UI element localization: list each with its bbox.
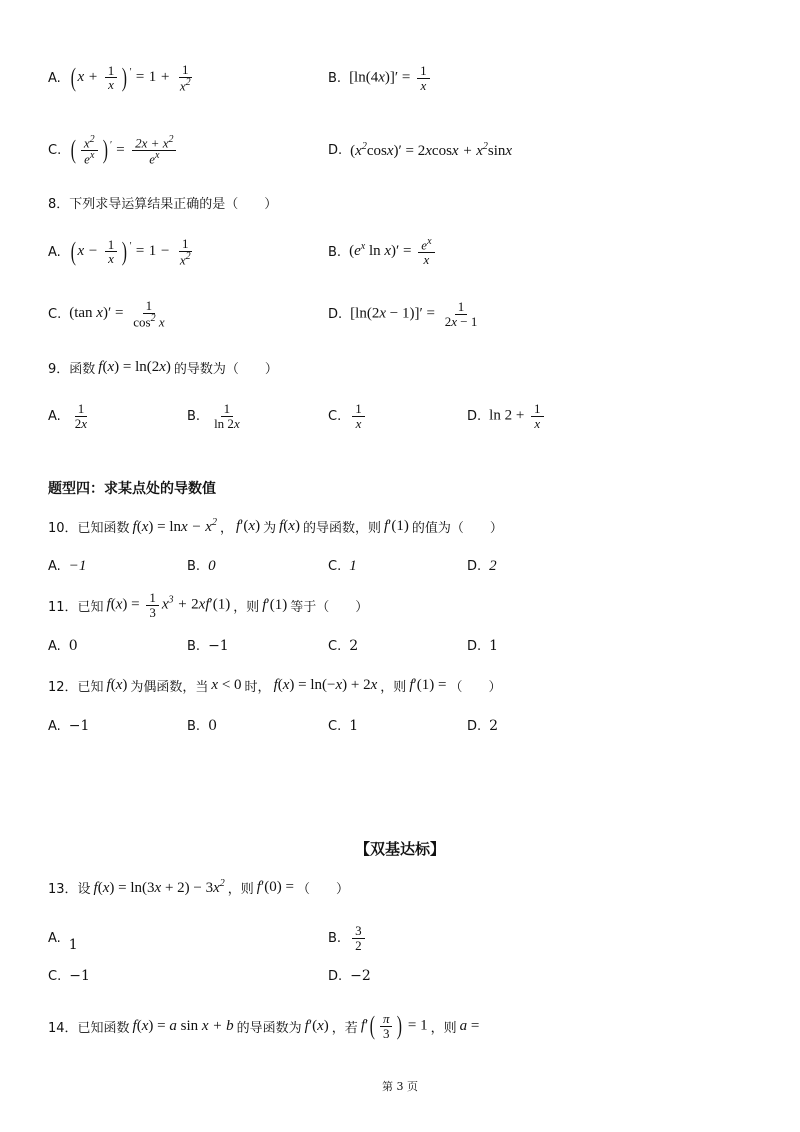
q13-text-3: （ ） <box>296 881 349 897</box>
q8-stem-text: 8．下列求导运算结果正确的是（ ） <box>48 196 278 212</box>
q12-option-c-value: 1 <box>349 718 359 734</box>
page-number: 第 3 页 <box>382 1080 418 1093</box>
q7-options-row-1 <box>48 56 752 100</box>
q8-option-d-formula: [ln(2x − 1)]′ = $\frac{1}{2x - 1}$ <box>350 298 478 329</box>
q10-option-d <box>467 544 497 588</box>
q10-text-5: 的值为（ ） <box>411 520 503 536</box>
q10-text-3: 为 <box>263 520 277 536</box>
q8-options-row-2 <box>48 292 752 336</box>
q11-option-c <box>328 624 358 668</box>
q13-text-1: 13．设 <box>48 881 91 897</box>
q9-option-c <box>328 394 368 438</box>
q13-stem <box>48 872 752 902</box>
q8-option-b-formula: ($e^x$ ln x)′ = $\frac{e^x}{x}$ <box>349 237 437 267</box>
option-label: C. <box>48 142 62 158</box>
q10-text-1: 10．已知函数 <box>48 520 130 536</box>
q10-option-b <box>187 544 216 588</box>
q10-stem <box>48 512 752 540</box>
q12-text-4: ，则 <box>380 679 407 695</box>
q11-text-2: ，则 <box>233 599 260 615</box>
q8-option-a-formula: ( x − $\frac{1}{x}$ ) ′ = 1 − $\frac{1}{x^2}$ <box>70 236 191 268</box>
q9-option-d-formula: ln 2 + $\frac{1}{x}$ <box>489 402 546 430</box>
q12-option-c <box>328 704 358 748</box>
option-label: D. <box>467 558 482 574</box>
q13-option-c-value: −1 <box>69 968 90 984</box>
q7-option-c-formula: ( $\frac{x^2}{e^x}$ ) ′ = $\frac{2x + x^2}{e^x}$ <box>69 135 179 166</box>
q12-option-d-value: 2 <box>489 718 499 734</box>
q8-option-c-formula: (tan x)′ = $\frac{1}{\cos^2 x}$ <box>69 298 165 330</box>
q10-option-c-value: 1 <box>349 557 357 574</box>
q7-option-d <box>328 128 512 172</box>
q11-stem <box>48 588 752 622</box>
q11-option-a <box>48 624 78 668</box>
option-label: A. <box>48 558 61 574</box>
q7-option-b-formula: [ln(4x)]′ = $\frac{1}{x}$ <box>349 64 433 92</box>
q12-text-1: 12．已知 <box>48 679 104 695</box>
q14-answer-blank: a = <box>459 1017 480 1034</box>
q12-option-d <box>467 704 498 748</box>
q9-option-a <box>48 394 93 438</box>
q12-option-b <box>187 704 217 748</box>
option-label: C. <box>328 718 342 734</box>
option-label: D. <box>467 718 482 734</box>
q12-option-b-value: 0 <box>208 718 217 734</box>
q13-option-a-value: 1 <box>68 937 78 953</box>
q10-text-4: 的导函数，则 <box>302 520 381 536</box>
q7-options-row-2 <box>48 128 752 172</box>
option-label: D. <box>328 142 343 158</box>
q14-text-4: ，则 <box>430 1020 457 1036</box>
option-label: D. <box>467 408 482 424</box>
q14-condition: f′( $\frac{\pi}{3}$ ) = 1 <box>360 1010 428 1041</box>
q11-option-d <box>467 624 498 668</box>
q13-option-b-formula: $\frac{3}{2}$ <box>349 924 368 952</box>
q11-text-3: 等于（ ） <box>290 599 369 615</box>
q10-option-b-value: 0 <box>208 557 216 574</box>
q14-stem <box>48 1006 752 1046</box>
option-label: C. <box>328 558 342 574</box>
option-label: A. <box>48 930 61 946</box>
q10-options-row <box>48 544 752 588</box>
option-label: B. <box>187 718 201 734</box>
q12-condition: x < 0 <box>211 676 242 693</box>
q13-derivative-at-0: f′(0) = <box>256 878 294 895</box>
q11-option-c-value: 2 <box>349 638 359 654</box>
q12-text-3: 时， <box>244 679 271 695</box>
q10-option-a <box>48 544 86 588</box>
q8-stem <box>48 192 752 212</box>
q14-derivative: f′(x) <box>304 1017 329 1034</box>
option-label: D. <box>328 968 343 984</box>
q12-function: f(x) <box>106 676 128 693</box>
option-label: B. <box>328 70 342 86</box>
option-label: A. <box>48 408 61 424</box>
q9-option-d <box>467 394 547 438</box>
q12-text-5: （ ） <box>449 679 502 695</box>
option-label: A. <box>48 70 61 86</box>
q11-derivative-at-1: f′(1) <box>262 596 288 613</box>
q10-function: $f(x) = \ln x - x^2$ <box>132 516 217 535</box>
q14-text-2: 的导函数为 <box>236 1020 302 1036</box>
option-label: A. <box>48 638 61 654</box>
q10-option-d-value: 2 <box>489 557 497 574</box>
q12-derivative-at-1: f′(1) = <box>409 676 447 693</box>
q11-option-b <box>187 624 229 668</box>
q9-stem-suffix: 的导数为（ ） <box>173 361 278 377</box>
q8-option-a <box>48 230 197 274</box>
q7-option-a-formula: ( x + $\frac{1}{x}$ ) ′ = 1 + $\frac{1}{x^2}$ <box>70 62 191 94</box>
q10-option-c <box>328 544 357 588</box>
q7-option-c <box>48 128 179 172</box>
option-label: B. <box>187 408 201 424</box>
option-label: D. <box>467 638 482 654</box>
q14-text-1: 14．已知函数 <box>48 1020 130 1036</box>
q9-option-c-formula: $\frac{1}{x}$ <box>349 402 368 430</box>
q11-options-row <box>48 624 752 668</box>
option-label: C. <box>48 306 62 322</box>
option-label: D. <box>328 306 343 322</box>
option-label: B. <box>328 930 342 946</box>
q8-options-row-1 <box>48 230 752 274</box>
q13-options-row-2 <box>48 954 752 998</box>
q9-function: f(x) = ln(2x) <box>98 358 171 375</box>
q11-option-d-value: 1 <box>489 638 499 654</box>
q11-text-1: 11．已知 <box>48 599 104 615</box>
q11-option-a-value: 0 <box>68 638 78 654</box>
q9-stem-prefix: 9．函数 <box>48 361 96 377</box>
q14-function: f(x) = a sin x + b <box>132 1017 234 1034</box>
option-label: A. <box>48 718 61 734</box>
q9-options-row <box>48 394 752 438</box>
q10-derivative: f′(x) <box>235 517 261 534</box>
q8-option-d <box>328 292 483 336</box>
q13-text-2: ，则 <box>227 881 254 897</box>
q10-function-ref: f(x) <box>279 517 300 534</box>
q12-stem <box>48 670 752 700</box>
section-heading-type4: 题型四：求某点处的导数值 <box>48 481 216 497</box>
q9-option-b <box>187 394 246 438</box>
option-label: C. <box>48 968 62 984</box>
q9-option-a-formula: $\frac{1}{2x}$ <box>74 400 88 431</box>
option-label: C. <box>328 638 342 654</box>
q14-text-3: ，若 <box>331 1020 358 1036</box>
q12-option-a <box>48 704 89 748</box>
q13-option-d-value: −2 <box>350 968 371 984</box>
q7-option-a <box>48 56 197 100</box>
q9-stem <box>48 352 752 382</box>
q10-derivative-at-1: f′(1) <box>383 517 409 534</box>
q13-option-c <box>48 954 90 998</box>
q12-function-def: f(x) = ln(−x) + 2x <box>273 676 378 693</box>
q13-option-d <box>328 954 371 998</box>
q11-option-b-value: −1 <box>208 638 229 654</box>
option-label: A. <box>48 244 61 260</box>
q10-option-a-value: −1 <box>68 557 87 574</box>
q12-text-2: 为偶函数，当 <box>130 679 209 695</box>
q7-option-d-formula: $(x^2\cos x)' = 2xcosx + x^2\sin x$ <box>350 140 513 159</box>
section-title-basic-practice: 【双基达标】 <box>354 840 445 858</box>
q12-options-row <box>48 704 752 748</box>
option-label: C. <box>328 408 342 424</box>
option-label: B. <box>187 558 201 574</box>
option-label: B. <box>187 638 201 654</box>
q10-text-2: ， <box>219 520 233 536</box>
q7-option-b <box>328 56 433 100</box>
option-label: B. <box>328 244 342 260</box>
q12-option-a-value: −1 <box>68 718 90 734</box>
q13-function: $f(x) = \ln(3x + 2) - 3x^2$ <box>93 877 225 896</box>
q8-option-c <box>48 292 171 336</box>
q9-option-b-formula: $\frac{1}{\ln 2x}$ <box>214 400 240 431</box>
q8-option-b <box>328 230 438 274</box>
q11-function: f(x) = $\frac{1}{3}$ $x^3 + 2xf'(1)$ <box>106 589 231 620</box>
